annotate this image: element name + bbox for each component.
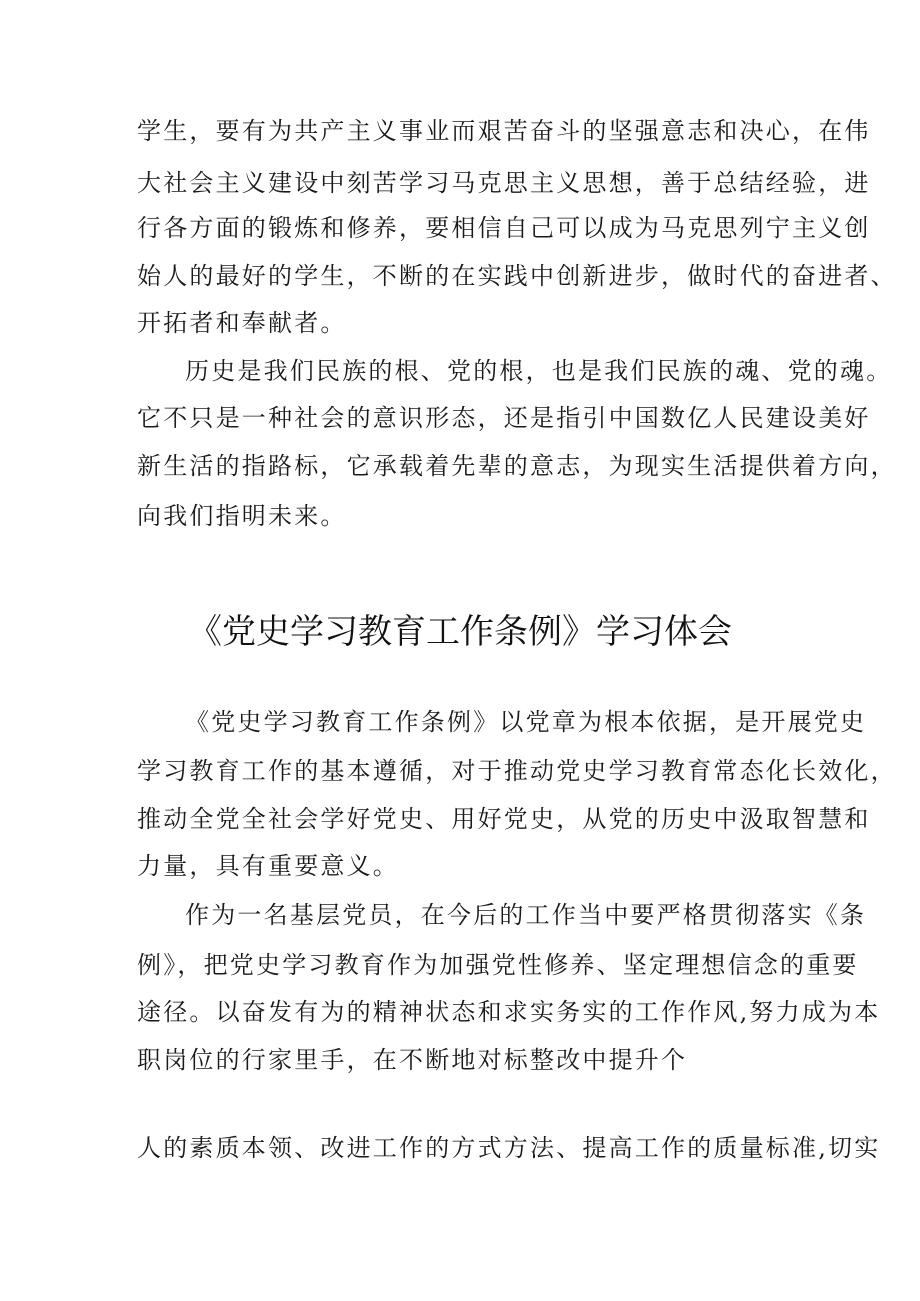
paragraph-line: 它不只是一种社会的意识形态，还是指引中国数亿人民建设美好 xyxy=(137,404,871,432)
paragraph-line: 学生，要有为共产主义事业而艰苦奋斗的坚强意志和决心，在伟 xyxy=(137,117,871,145)
paragraph-line: 开拓者和奉献者。 xyxy=(137,309,347,337)
paragraph-line: 学习教育工作的基本遵循，对于推动党史学习教育常态化长效化， xyxy=(137,757,897,785)
paragraph-line: 《党史学习教育工作条例》以党章为根本依据，是开展党史 xyxy=(185,708,867,736)
paragraph-line: 行各方面的锻炼和修养，要相信自己可以成为马克思列宁主义创 xyxy=(137,214,871,242)
paragraph-line: 历史是我们民族的根、党的根，也是我们民族的魂、党的魂。 xyxy=(185,357,893,385)
paragraph-line: 推动全党全社会学好党史、用好党史，从党的历史中汲取智慧和 xyxy=(137,805,871,833)
paragraph-line: 人的素质本领、改进工作的方式方法、提高工作的质量标准,切实 xyxy=(137,1134,881,1162)
paragraph-line: 途径。以奋发有为的精神状态和求实务实的工作作风,努力成为本 xyxy=(137,998,881,1026)
paragraph-line: 作为一名基层党员，在今后的工作当中要严格贯彻落实《条 xyxy=(185,901,867,929)
paragraph-line: 新生活的指路标，它承载着先辈的意志，为现实生活提供着方向， xyxy=(137,452,897,480)
paragraph-line: 例》，把党史学习教育作为加强党性修养、坚定理想信念的重要 xyxy=(137,951,859,979)
paragraph-line: 始人的最好的学生，不断的在实践中创新进步，做时代的奋进者、 xyxy=(137,262,897,290)
paragraph-line: 力量，具有重要意义。 xyxy=(137,852,399,880)
paragraph-line: 向我们指明未来。 xyxy=(137,502,347,530)
page-title: 《党史学习教育工作条例》学习体会 xyxy=(188,612,732,652)
paragraph-line: 职岗位的行家里手，在不断地对标整改中提升个 xyxy=(137,1046,688,1074)
paragraph-line: 大社会主义建设中刻苦学习马克思主义思想，善于总结经验，进 xyxy=(137,169,871,197)
